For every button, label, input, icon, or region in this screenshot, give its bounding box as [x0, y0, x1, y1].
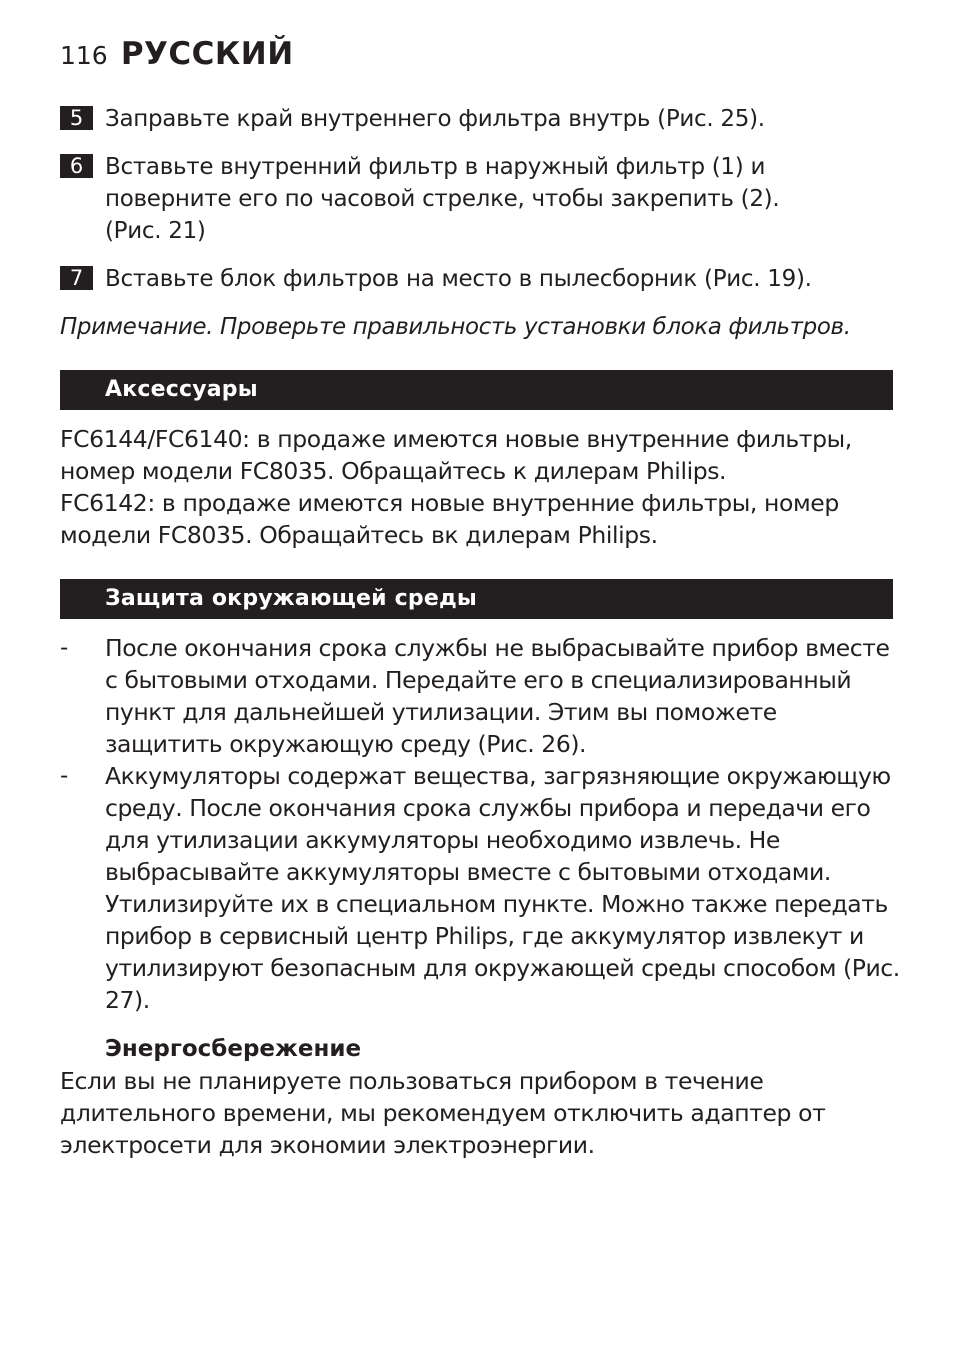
paragraph: FC6142: в продаже имеются новые внутренние фильтры, номер модели FC8035. Обращайтесь вк дилерам Philips.: [60, 489, 839, 549]
page-number: 116: [60, 41, 108, 70]
step-text: Заправьте край внутреннего фильтра внутрь (Рис. 25).: [105, 106, 765, 132]
page-header: [60, 36, 294, 72]
note: Примечание. Проверьте правильность установки блока фильтров.: [60, 314, 851, 340]
list-item: [60, 632, 900, 760]
list-item: [60, 760, 900, 1016]
step-number-badge: 6: [60, 154, 93, 178]
step-text: Вставьте блок фильтров на место в пылесборник (Рис. 19).: [105, 266, 812, 292]
page-language-title: РУССКИЙ: [120, 36, 294, 72]
energy-text: [60, 1065, 840, 1161]
step-7: [60, 263, 900, 295]
step-5: [60, 103, 900, 135]
paragraph: FC6144/FC6140: в продаже имеются новые внутренние фильтры, номер модели FC8035. Обращайтесь к дилерам Philips.: [60, 425, 852, 485]
step-number-badge: 7: [60, 266, 93, 290]
section-bar-accessories: [60, 370, 893, 410]
step-text: Вставьте внутренний фильтр в наружный фильтр (1) и повернитe его по часовой стрелке, чтобы закрепить (2). (Рис. 21): [105, 154, 780, 244]
bullet-text: Аккумуляторы содержат вещества, загрязняющие окружающую среду. После окончания срока службы прибора и передачи его для утилизации аккумуляторы необходимо извлечь. Не выбрасывайте аккумуляторы вместе с бытовыми отходами. Утилизируйте их в специальном пункте. Можно также передать прибор в сервисный центр Philips, где аккумулятор извлекут и утилизируют безопасным для окружающей среды способом (Рис. 27).: [105, 762, 900, 1014]
bullet-dash: -: [60, 763, 69, 789]
bullet-dash: -: [60, 635, 69, 661]
paragraph: Если вы не планируете пользоваться прибором в течение длительного времени, мы рекомендуем отключить адаптер от электросети для экономии электроэнергии.: [60, 1067, 826, 1159]
bullet-text: После окончания срока службы не выбрасывайте прибор вместе с бытовыми отходами. Передайте его в специализированный пункт для дальнейшей утилизации. Этим вы поможете защитить окружающую среду (Рис. 26).: [105, 634, 890, 758]
step-number-badge: 5: [60, 106, 93, 130]
section-title: Аксессуары: [105, 377, 258, 402]
step-6: [60, 151, 820, 247]
subheading-energy: Энергосбережение: [105, 1036, 362, 1062]
section-bar-environment: [60, 579, 893, 619]
section-title: Защита окружающей среды: [105, 586, 478, 611]
accessories-text: [60, 423, 910, 551]
